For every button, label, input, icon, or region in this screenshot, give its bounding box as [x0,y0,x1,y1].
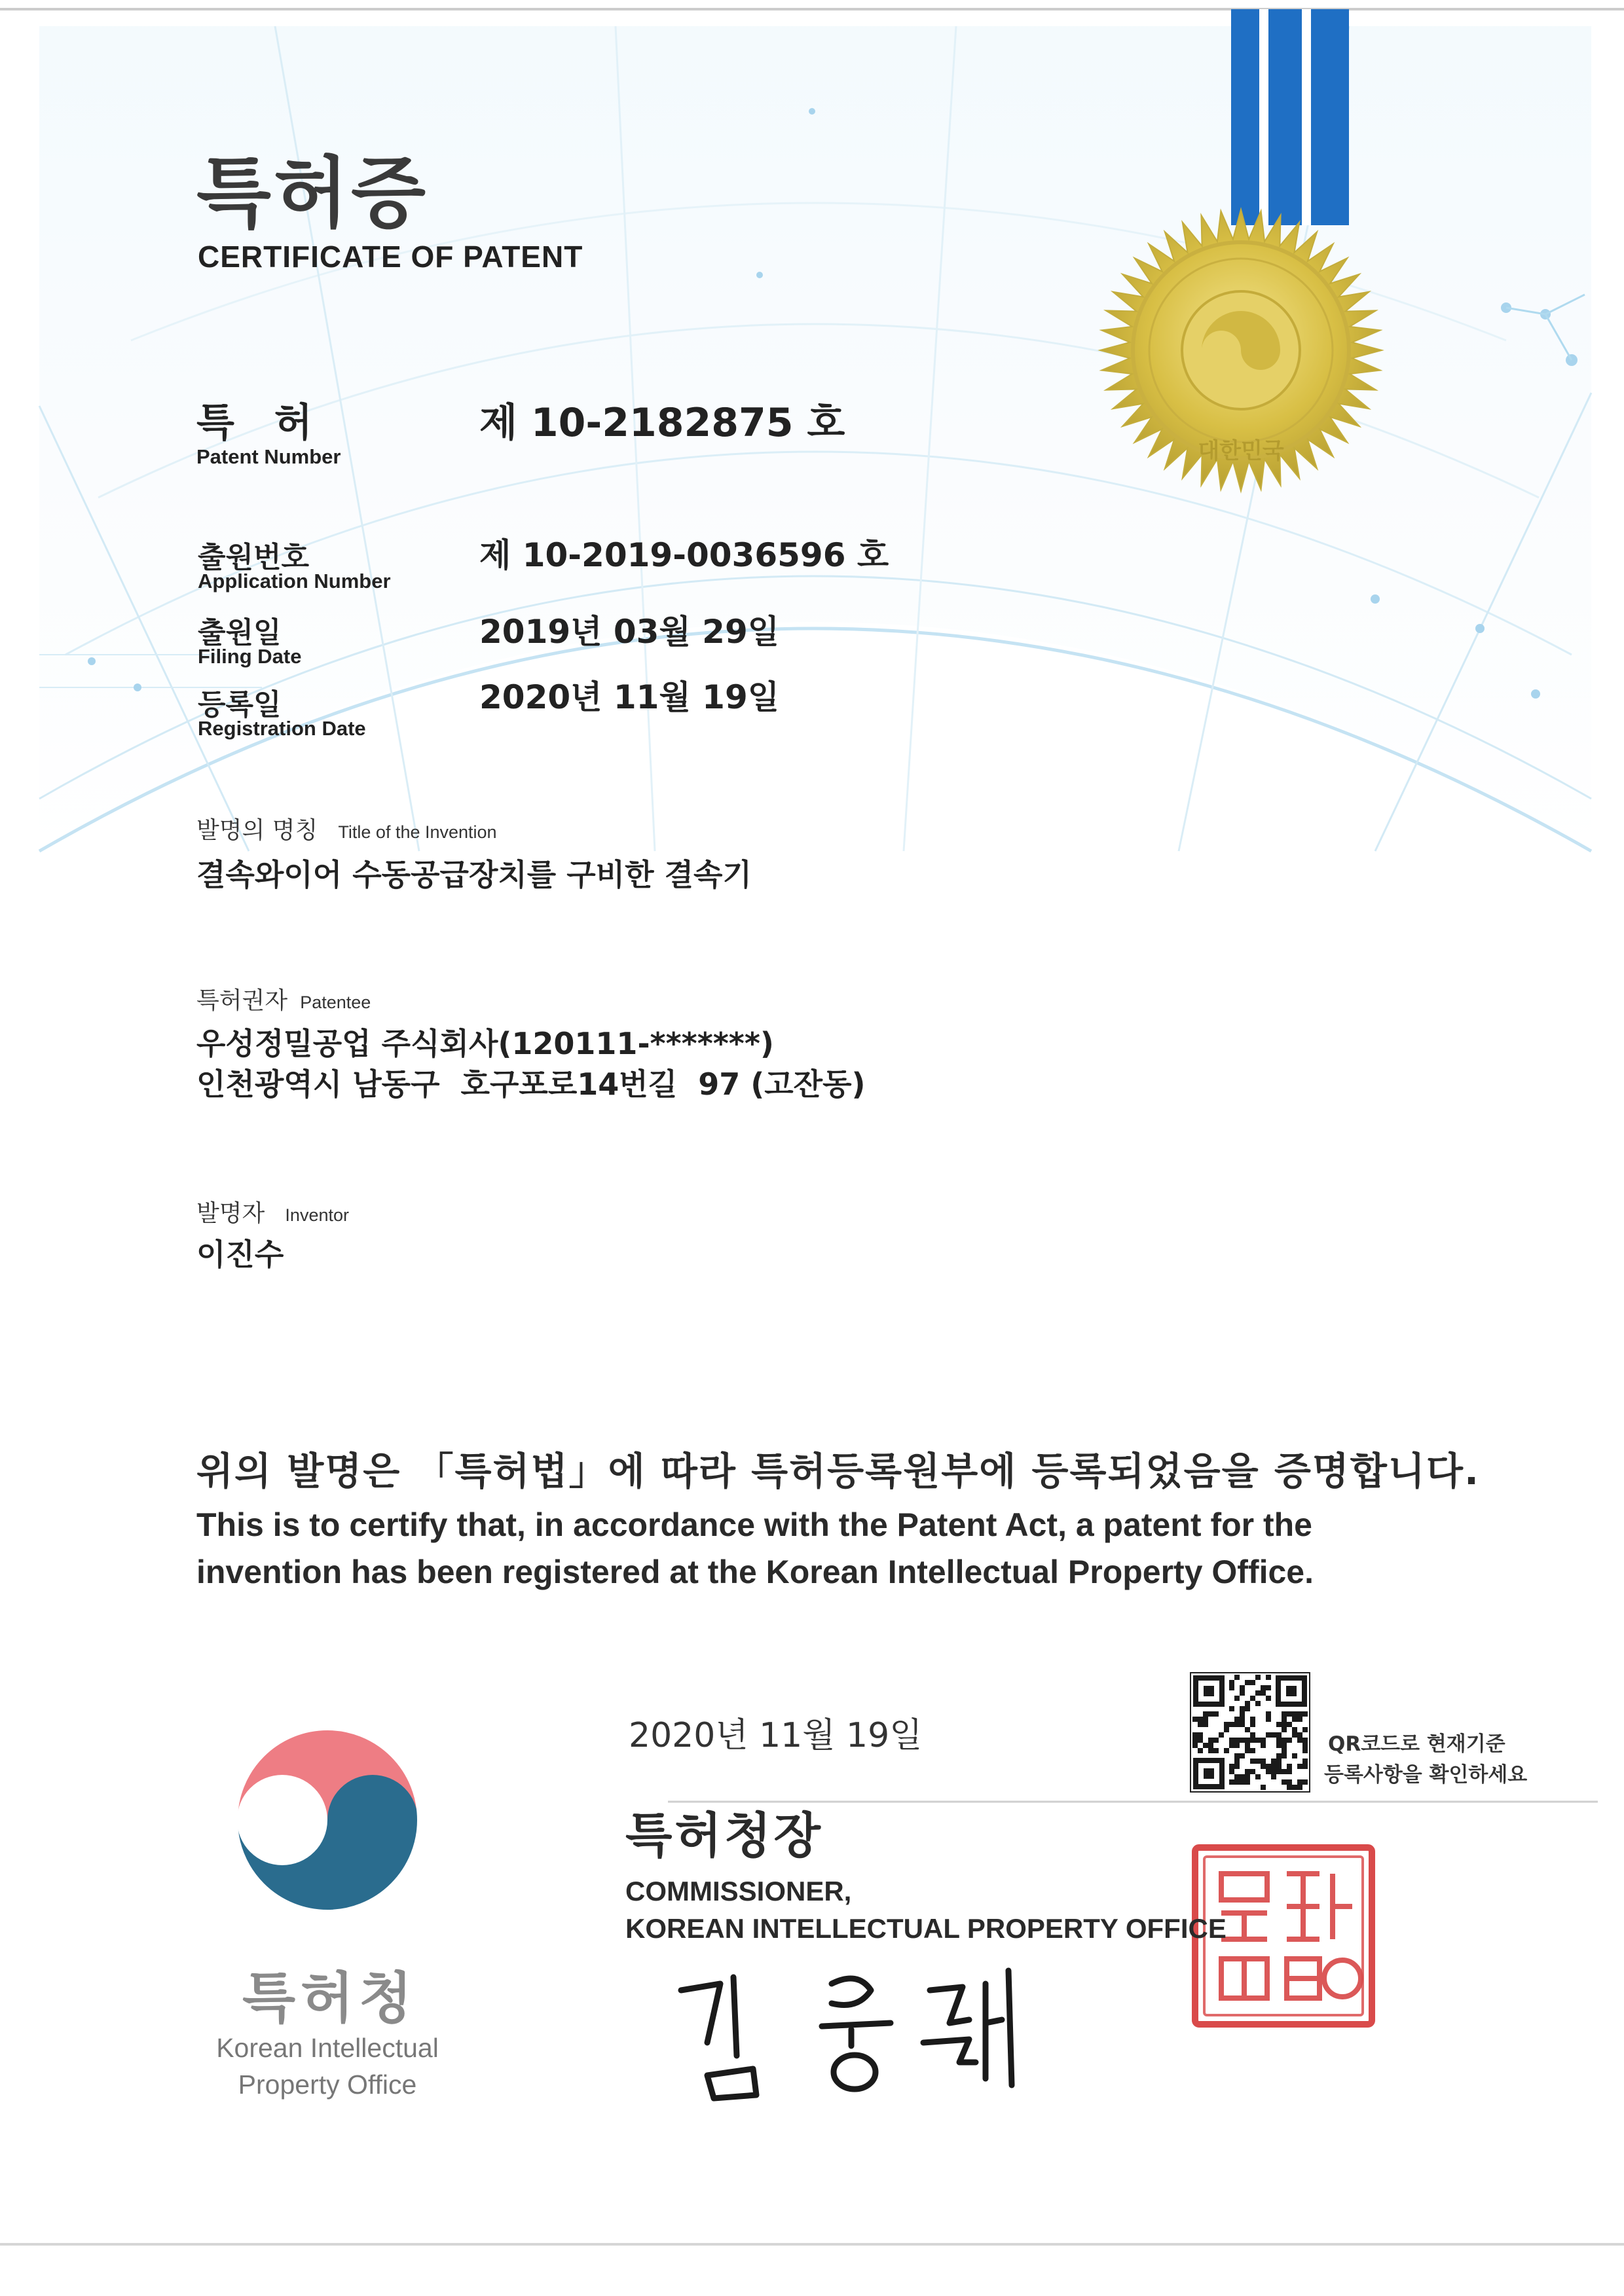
logo-name-en-line2: Property Office [238,2069,417,2100]
seal-text: 대한민국 [1198,438,1284,464]
invention-title-value: 결속와이어 수동공급장치를 구비한 결속기 [196,857,752,892]
invention-title-label-ko: 발명의 명칭 [196,817,318,844]
official-stamp-area [1195,1848,1372,2024]
patent-number-label-ko: 특 허 [196,400,325,446]
filing-date-value: 2019년 03월 29일 [479,613,780,651]
patent-number-value: 제 10-2182875 호 [479,400,845,446]
registration-date-label-ko: 등록일 [198,688,282,721]
application-number-value: 제 10-2019-0036596 호 [479,536,889,574]
patentee-label-en: Patentee [300,993,371,1012]
kipo-logo-symbol [237,1730,418,1910]
commissioner-title-en-line2: KOREAN INTELLECTUAL PROPERTY OFFICE [625,1913,1227,1944]
commissioner-title-ko: 특허청장 [625,1808,823,1864]
application-number-label-ko: 출원번호 [198,541,310,574]
certificate-title-en: CERTIFICATE OF PATENT [198,240,583,274]
registration-date-value: 2020년 11월 19일 [479,678,780,716]
certificate-title-ko: 특허증 [196,148,428,238]
patentee-name: 우성정밀공업 주식회사(120111-*******) [196,1026,774,1061]
application-number-label-en: Application Number [198,570,391,592]
invention-title-heading [196,812,497,845]
certification-text-en-line1: This is to certify that, in accordance with the Patent Act, a patent for the [196,1506,1312,1543]
filing-date-label-ko: 출원일 [198,616,282,649]
commissioner-title-en-line1: COMMISSIONER, [625,1876,852,1906]
logo-name-ko: 특허청 [242,1966,418,2030]
logo-name-en-line1: Korean Intellectual [216,2033,439,2063]
qr-note-line1: QR코드로 현재기준 [1328,1732,1505,1756]
inventor-name: 이진수 [196,1237,284,1272]
qr-note-line2: 등록사항을 확인하세요 [1324,1763,1528,1787]
registration-date-label-en: Registration Date [198,717,366,740]
invention-title-label-en: Title of the Invention [338,822,497,842]
patentee-label-ko: 특허권자 [196,987,288,1014]
issue-date: 2020년 11월 19일 [629,1716,923,1755]
filing-date-label-en: Filing Date [198,645,302,668]
logo-name-en [190,2030,465,2103]
patentee-heading [196,982,371,1015]
commissioner-signature [674,1964,1041,2108]
qr-code [1190,1673,1310,1792]
patentee-address: 인천광역시 남동구 호구포로14번길 97 (고잔동) [196,1066,866,1102]
patent-number-label-en: Patent Number [196,445,341,468]
inventor-label-en: Inventor [285,1205,349,1225]
inventor-heading [196,1195,349,1228]
ribbon [1231,9,1349,225]
inventor-label-ko: 발명자 [196,1200,265,1227]
certification-text-en-line2: invention has been registered at the Korean Intellectual Property Office. [196,1554,1314,1590]
certification-text-ko: 위의 발명은 「특허법」에 따라 특허등록원부에 등록되었음을 증명합니다. [196,1449,1481,1493]
